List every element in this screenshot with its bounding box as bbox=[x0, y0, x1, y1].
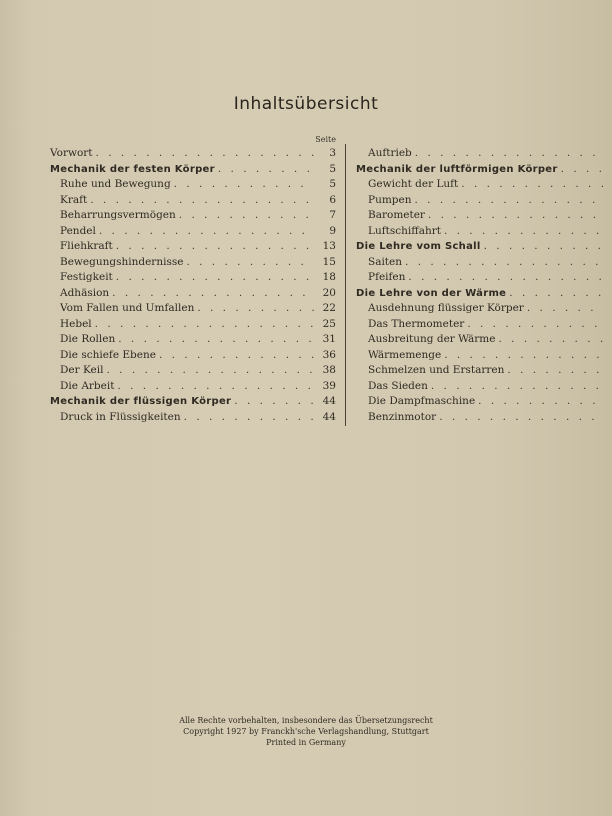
left-toc-entry bbox=[60, 271, 336, 285]
toc-entry-title: Vom Fallen und Umfallen bbox=[60, 302, 195, 314]
leader-dots bbox=[405, 256, 604, 268]
left-toc-entry bbox=[60, 349, 336, 363]
right-toc-entry bbox=[368, 271, 604, 285]
leader-dots bbox=[174, 178, 314, 190]
toc-entry-title: Die Arbeit bbox=[60, 379, 115, 392]
toc-entry-title: Ruhe und Bewegung bbox=[60, 178, 171, 190]
right-toc-entry bbox=[368, 194, 604, 208]
leader-dots bbox=[184, 411, 314, 423]
copyright-notice bbox=[0, 715, 612, 748]
toc-entry-title: Vorwort bbox=[50, 147, 93, 159]
right-toc-entry bbox=[368, 302, 604, 316]
toc-entry-title: Pendel bbox=[60, 224, 96, 237]
leader-dots bbox=[116, 240, 314, 252]
toc-entry-title: Benzinmotor bbox=[368, 410, 437, 423]
toc-entry-page-number: 22 bbox=[322, 302, 336, 314]
left-toc-entry bbox=[50, 163, 336, 177]
toc-entry-page-number: 38 bbox=[322, 364, 336, 376]
toc-entry-title: Hebel bbox=[60, 317, 92, 330]
leader-dots bbox=[461, 178, 604, 190]
toc-entry-title: Der Keil bbox=[60, 364, 104, 376]
copyright-line-printed: Printed in Germany bbox=[266, 738, 346, 747]
toc-entry-page-number: 9 bbox=[329, 224, 336, 237]
toc-entry-title: Das Sieden bbox=[368, 379, 428, 392]
toc-entry-page-number: 5 bbox=[329, 162, 336, 175]
toc-entry-page-number: 5 bbox=[329, 178, 336, 190]
toc-entry-page-number: 44 bbox=[322, 395, 336, 407]
leader-dots bbox=[498, 333, 604, 345]
left-toc-entry bbox=[60, 240, 336, 254]
left-toc-entry bbox=[60, 380, 336, 394]
toc-entry-title: Die Dampfmaschine bbox=[368, 395, 476, 407]
leader-dots bbox=[478, 395, 604, 407]
leader-dots bbox=[106, 364, 314, 376]
leader-dots bbox=[159, 349, 314, 361]
toc-entry-title: Bewegungshindernisse bbox=[60, 255, 184, 268]
leader-dots bbox=[561, 163, 604, 175]
toc-entry-title: Mechanik der festen Körper bbox=[50, 163, 215, 175]
toc-entry-title: Festigkeit bbox=[60, 271, 113, 283]
toc-entry-title: Mechanik der flüssigen Körper bbox=[50, 396, 232, 407]
leader-dots bbox=[439, 411, 604, 423]
toc-entry-title: Luftschiffahrt bbox=[368, 224, 441, 237]
toc-entry-title: Die Lehre vom Schall bbox=[356, 241, 481, 252]
page-title: Inhaltsübersicht bbox=[233, 94, 379, 114]
right-toc-entry bbox=[368, 364, 604, 378]
toc-entry-page-number: 25 bbox=[322, 317, 336, 330]
right-toc-entry bbox=[356, 163, 604, 177]
toc-entry-page-number: 7 bbox=[329, 209, 336, 221]
leader-dots bbox=[509, 287, 604, 299]
toc-entry-title: Schmelzen und Erstarren bbox=[368, 364, 505, 376]
leader-dots bbox=[467, 318, 604, 330]
column-divider bbox=[345, 144, 346, 426]
leader-dots bbox=[408, 271, 604, 283]
leader-dots bbox=[431, 380, 604, 392]
left-toc-entry bbox=[60, 256, 336, 270]
leader-dots bbox=[234, 395, 314, 407]
leader-dots bbox=[116, 271, 314, 283]
toc-entry-title: Kraft bbox=[60, 193, 88, 206]
leader-dots bbox=[90, 194, 314, 206]
toc-entry-title: Beharrungsvermögen bbox=[60, 209, 176, 221]
leader-dots bbox=[414, 194, 604, 206]
toc-entry-title: Gewicht der Luft bbox=[368, 178, 459, 190]
leader-dots bbox=[95, 318, 314, 330]
right-toc-entry bbox=[368, 225, 604, 239]
left-toc-entry bbox=[60, 225, 336, 239]
right-toc-entry bbox=[368, 178, 604, 192]
right-toc-entry bbox=[368, 318, 604, 332]
right-toc-entry bbox=[356, 240, 604, 254]
left-toc-entry bbox=[60, 194, 336, 208]
leader-dots bbox=[428, 209, 604, 221]
right-toc-entry bbox=[368, 380, 604, 394]
toc-entry-title: Pumpen bbox=[368, 193, 412, 206]
toc-entry-title: Ausdehnung flüssiger Körper bbox=[368, 302, 524, 314]
right-toc-entry bbox=[356, 287, 604, 301]
toc-entry-title: Adhäsion bbox=[60, 286, 110, 299]
copyright-line-publisher: Copyright 1927 by Franckh'sche Verlagshandlung, Stuttgart bbox=[183, 727, 429, 736]
toc-entry-page-number: 31 bbox=[322, 333, 336, 345]
leader-dots bbox=[507, 364, 604, 376]
left-toc-entry bbox=[60, 318, 336, 332]
toc-entry-page-number: 18 bbox=[322, 271, 336, 283]
leader-dots bbox=[186, 256, 314, 268]
toc-entry-page-number: 20 bbox=[322, 286, 336, 299]
toc-entry-title: Die Lehre von der Wärme bbox=[356, 287, 507, 299]
leader-dots bbox=[99, 225, 314, 237]
toc-entry-title: Mechanik der luftförmigen Körper bbox=[356, 163, 558, 175]
toc-entry-title: Saiten bbox=[368, 255, 403, 268]
right-toc-entry bbox=[368, 333, 604, 347]
leader-dots bbox=[444, 225, 604, 237]
left-toc-entry bbox=[50, 395, 336, 409]
toc-entry-title: Wärmemenge bbox=[368, 348, 442, 361]
toc-entry-title: Auftrieb bbox=[368, 147, 412, 159]
toc-entry-page-number: 36 bbox=[322, 348, 336, 361]
toc-entry-title: Druck in Flüssigkeiten bbox=[60, 410, 181, 423]
leader-dots bbox=[484, 240, 604, 252]
right-toc-entry bbox=[368, 256, 604, 270]
left-toc-entry bbox=[60, 178, 336, 192]
leader-dots bbox=[415, 147, 604, 159]
leader-dots bbox=[117, 380, 314, 392]
left-toc-entry bbox=[50, 147, 336, 161]
toc-entry-title: Ausbreitung der Wärme bbox=[368, 333, 496, 345]
toc-entry-title: Das Thermometer bbox=[368, 317, 465, 330]
left-toc-entry bbox=[60, 302, 336, 316]
left-toc-entry bbox=[60, 411, 336, 425]
leader-dots bbox=[96, 147, 314, 159]
toc-entry-title: Die schiefe Ebene bbox=[60, 348, 156, 361]
right-toc-entry bbox=[368, 147, 604, 161]
toc-entry-page-number: 3 bbox=[329, 147, 336, 159]
toc-entry-page-number: 15 bbox=[322, 255, 336, 268]
copyright-line-rights: Alle Rechte vorbehalten, insbesondere das Übersetzungsrecht bbox=[179, 716, 433, 725]
toc-entry-title: Barometer bbox=[368, 209, 425, 221]
leader-dots bbox=[527, 302, 604, 314]
left-toc-entry bbox=[60, 333, 336, 347]
page-column-header: Seite bbox=[315, 135, 336, 144]
toc-entry-title: Pfeifen bbox=[368, 271, 406, 283]
toc-entry-page-number: 6 bbox=[329, 193, 336, 206]
right-toc-entry bbox=[368, 209, 604, 223]
toc-entry-page-number: 13 bbox=[322, 240, 336, 252]
toc-entry-page-number: 44 bbox=[322, 410, 336, 423]
left-toc-entry bbox=[60, 364, 336, 378]
leader-dots bbox=[197, 302, 314, 314]
toc-entry-title: Fliehkraft bbox=[60, 240, 113, 252]
left-toc-entry bbox=[60, 209, 336, 223]
leader-dots bbox=[179, 209, 314, 221]
toc-entry-title: Die Rollen bbox=[60, 333, 116, 345]
right-toc-entry bbox=[368, 395, 604, 409]
leader-dots bbox=[444, 349, 604, 361]
leader-dots bbox=[112, 287, 314, 299]
right-toc-entry bbox=[368, 349, 604, 363]
right-toc-entry bbox=[368, 411, 604, 425]
toc-entry-page-number: 39 bbox=[322, 379, 336, 392]
leader-dots bbox=[118, 333, 314, 345]
leader-dots bbox=[218, 163, 314, 175]
left-toc-entry bbox=[60, 287, 336, 301]
